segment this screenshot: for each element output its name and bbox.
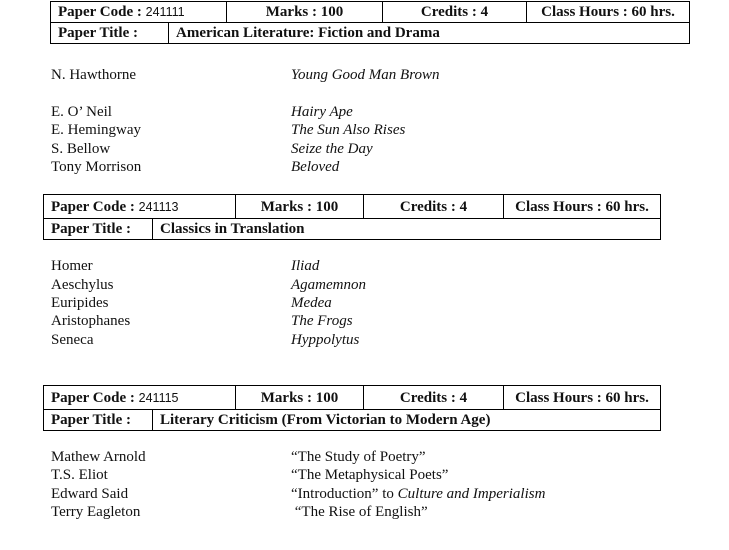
- work: “The Study of Poetry”: [291, 449, 426, 465]
- author: Seneca: [51, 332, 94, 348]
- author: Tony Morrison: [51, 159, 142, 175]
- paper-code: 241111: [145, 5, 185, 19]
- paper-title: Literary Criticism (From Victorian to Modern Age): [153, 410, 661, 431]
- author: Mathew Arnold: [51, 449, 146, 465]
- work: Medea: [291, 295, 332, 311]
- paper-title-label: Paper Title :: [51, 23, 169, 44]
- author: E. O’ Neil: [51, 104, 112, 120]
- work: “The Rise of English”: [291, 504, 428, 520]
- author: T.S. Eliot: [51, 467, 108, 483]
- class-hours-cell: Class Hours : 60 hrs.: [504, 195, 661, 219]
- work: Young Good Man Brown: [291, 67, 440, 83]
- work: Hyppolytus: [291, 332, 360, 348]
- paper-title-label: Paper Title :: [44, 219, 153, 240]
- author: Terry Eagleton: [51, 504, 141, 520]
- class-hours-cell: Class Hours : 60 hrs.: [504, 386, 661, 410]
- work: Agamemnon: [291, 277, 366, 293]
- paper-info-table-3: [43, 385, 661, 431]
- work: “The Metaphysical Poets”: [291, 467, 449, 483]
- paper-title: Classics in Translation: [153, 219, 661, 240]
- paper-title: American Literature: Fiction and Drama: [169, 23, 690, 44]
- paper-code-cell: Paper Code : 241115: [44, 386, 236, 410]
- work: The Sun Also Rises: [291, 122, 406, 138]
- work: Seize the Day: [291, 141, 373, 157]
- work: The Frogs: [291, 313, 353, 329]
- author: E. Hemingway: [51, 122, 141, 138]
- author: Edward Said: [51, 486, 129, 502]
- marks-cell: Marks : 100: [236, 195, 364, 219]
- author: Aeschylus: [51, 277, 114, 293]
- paper-info-table-2: [43, 194, 661, 240]
- author: S. Bellow: [51, 141, 111, 157]
- paper-code: 241113: [138, 199, 179, 214]
- marks-cell: Marks : 100: [236, 386, 364, 410]
- marks-cell: Marks : 100: [227, 2, 383, 23]
- author: Euripides: [51, 295, 109, 311]
- author: Aristophanes: [51, 313, 131, 329]
- work-prefix: “Introduction” to: [291, 486, 398, 502]
- author: N. Hawthorne: [51, 67, 136, 83]
- work: [291, 485, 545, 503]
- credits-cell: Credits : 4: [383, 2, 527, 23]
- credits-cell: Credits : 4: [364, 195, 504, 219]
- paper-code-cell: Paper Code : 241111: [51, 2, 227, 23]
- credits-cell: Credits : 4: [364, 386, 504, 410]
- work-italic: Culture and Imperialism: [397, 486, 546, 502]
- class-hours-cell: Class Hours : 60 hrs.: [527, 2, 690, 23]
- paper-code: 241115: [138, 390, 179, 405]
- author: Homer: [51, 258, 93, 274]
- work: Beloved: [291, 159, 340, 175]
- work: Hairy Ape: [291, 104, 353, 120]
- paper-code-cell: Paper Code : 241113: [44, 195, 236, 219]
- paper-title-label: Paper Title :: [44, 410, 153, 431]
- work: Iliad: [291, 258, 320, 274]
- paper-info-table-1: [50, 1, 690, 44]
